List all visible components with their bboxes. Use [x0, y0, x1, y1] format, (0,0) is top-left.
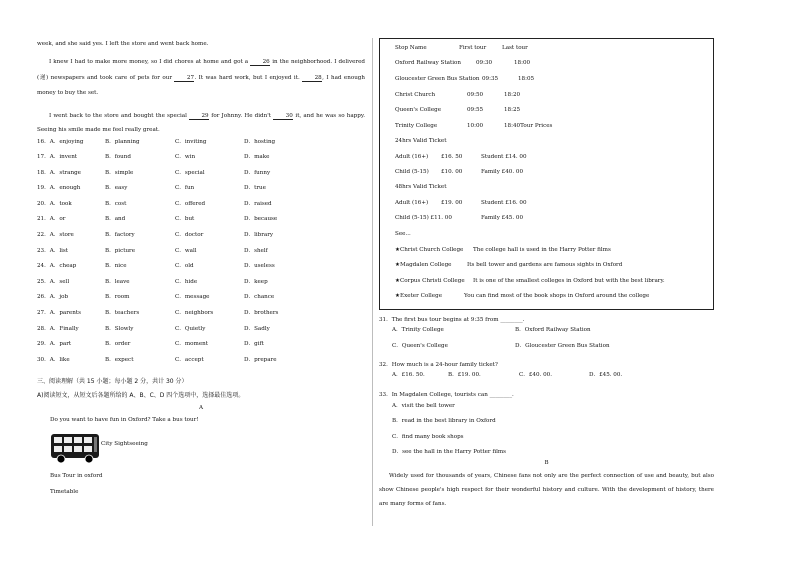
option-c: C．win	[175, 154, 196, 161]
cell: 09:55	[467, 107, 484, 113]
passage-b-paragraph: Widely used for thousands of years, Chinese fans not only are the perfect connection of use and beauty, but also show Chinese people's high respect for their wonderful history and culture. With the development of history, there are many forms of fans.	[379, 473, 714, 508]
cell: Family £40. 00	[481, 169, 524, 175]
cell: First tour	[459, 45, 487, 51]
option-d: D．true	[244, 185, 266, 192]
option-b: B．expect	[105, 356, 134, 363]
cell: 24hrs Valid Ticket	[395, 138, 447, 144]
option-d: D．make	[244, 154, 270, 161]
option-row	[37, 140, 365, 156]
cell: ★Exeter College	[395, 293, 443, 299]
cell: Gloucester Green Bus Station	[395, 76, 480, 82]
option-a: 26．A．job	[37, 294, 69, 301]
option-c: C．wall	[175, 247, 197, 254]
option-row	[37, 327, 365, 343]
option-c: C．fun	[175, 185, 195, 192]
option-c: C．£40. 00.	[519, 372, 553, 378]
cell: 18:00	[514, 60, 531, 66]
question-32-options	[379, 369, 714, 385]
cell: Child (5-15)	[395, 169, 429, 175]
column-divider	[372, 38, 373, 526]
cell: Last tour	[502, 45, 528, 51]
option-a: 17．A．invent	[37, 154, 78, 161]
question-33: 33．In Magdalen College, tourists can ________.	[379, 391, 514, 398]
blank-26: 26	[250, 59, 270, 66]
option-b: B．nice	[105, 263, 127, 270]
cell: 18:05	[518, 76, 535, 82]
option-d: D．funny	[244, 169, 271, 176]
text-segment: for Johnny. He didn't	[211, 112, 272, 119]
option-c: C．doctor	[175, 232, 204, 239]
text-segment: . It was hard work, but I enjoyed it.	[194, 74, 300, 81]
option-row	[37, 249, 365, 265]
cell: Its bell tower and gardens are famous sights in Oxford	[467, 262, 623, 268]
option-c: C．but	[175, 216, 195, 223]
passage-letter: B	[544, 459, 549, 466]
option-row	[37, 264, 365, 280]
option-b: B．easy	[105, 185, 128, 192]
option-c: C．moment	[175, 341, 209, 348]
option-b: B．found	[105, 154, 131, 161]
question-31-options-row-1	[379, 324, 714, 340]
option-b: B．room	[105, 294, 130, 301]
option-a: A．visit the bell tower	[392, 402, 455, 409]
text-segment: I knew I had to make more money, so I did chores at home and got a	[49, 59, 249, 65]
option-d: D．gift	[244, 341, 264, 348]
cell: See...	[395, 231, 411, 237]
option-b: B．£19. 00.	[448, 372, 481, 378]
option-b: B．Oxford Railway Station	[515, 327, 591, 333]
cell: 09:30	[476, 60, 493, 66]
option-c: C．find many book shops	[392, 433, 464, 440]
cell: ★Corpus Christi College	[395, 278, 465, 284]
option-a: A．Trinity College	[392, 327, 444, 333]
cell: Queen's College	[395, 107, 442, 113]
option-row	[37, 311, 365, 327]
option-d: D．useless	[244, 263, 275, 270]
blank-28: 28	[302, 75, 322, 82]
option-b: B．teachers	[105, 310, 140, 317]
option-b: B．Slowly	[105, 325, 134, 332]
cell: Child (5-15) £11. 00	[395, 215, 452, 221]
cell: Adult (16+)	[395, 200, 429, 206]
bus-banner	[37, 432, 365, 468]
passage-paragraph-1: week, and she said yes. I left the store and went back home.	[37, 41, 209, 47]
cell: Stop Name	[395, 45, 427, 51]
cell: Family £45. 00	[481, 215, 524, 221]
option-d: D．see the hall in the Harry Potter films	[392, 449, 507, 455]
blank-30: 30	[273, 113, 293, 120]
option-a: 20．A．took	[37, 200, 72, 207]
cell: Adult (16+)	[395, 154, 429, 160]
passage-letter: A	[198, 405, 204, 412]
option-a: 30．A．like	[37, 356, 70, 363]
double-decker-bus-icon	[49, 432, 101, 464]
option-c: C．Queen's College	[392, 342, 448, 349]
option-a: A．£16. 50.	[392, 372, 425, 378]
option-c: C．Quietly	[175, 325, 206, 332]
passage-paragraph-2	[37, 55, 365, 102]
cell: Oxford Railway Station	[395, 60, 461, 66]
cell: It is one of the smallest colleges in Oxford but with the best library.	[473, 278, 665, 284]
option-row	[37, 186, 365, 202]
option-b: B．read in the best library in Oxford	[392, 418, 496, 424]
option-b: B．picture	[105, 247, 136, 254]
option-d: D．Sadly	[244, 325, 270, 332]
cell: You can find most of the book shops in Oxford around the college	[464, 293, 650, 299]
cell: ★Christ Church College	[395, 247, 464, 253]
cell: 18:25	[504, 107, 521, 113]
cell: Christ Church	[395, 92, 436, 98]
blank-29: 29	[189, 113, 209, 120]
option-c: C．message	[175, 294, 210, 301]
cell: 10:00	[467, 123, 484, 129]
text-segment: in the neighborhood. I delivered (递) newspapers and took care of pets for our	[37, 59, 365, 81]
cell: £19. 00	[441, 200, 463, 206]
option-d: D．hosting	[244, 138, 276, 145]
option-d: D．library	[244, 232, 274, 239]
passage-intro: Do you want to have fun in Oxford? Take a bus tour!	[50, 417, 199, 423]
option-a: 18．A．strange	[37, 169, 81, 176]
cell: £16. 50	[441, 154, 463, 160]
option-row	[37, 295, 365, 311]
option-c: C．special	[175, 169, 205, 176]
passage-paragraph-3	[37, 109, 365, 137]
option-d: D．brothers	[244, 310, 279, 317]
timetable-label: Timetable	[50, 489, 79, 496]
option-d: D．raised	[244, 200, 272, 207]
option-c: C．hide	[175, 278, 198, 285]
cell: Trinity College	[395, 123, 438, 129]
cell: The college hall is used in the Harry Potter films	[473, 247, 611, 253]
right-column	[379, 38, 714, 511]
question-31-options-row-2	[379, 340, 714, 356]
bus-banner-label: City Sightseeing	[101, 440, 148, 447]
option-a: 28．A．Finally	[37, 325, 79, 332]
cell: 18:40Tour Prices	[504, 123, 553, 129]
bus-tour-subtitle: Bus Tour in oxford	[50, 472, 103, 479]
left-column	[37, 40, 365, 496]
cell: 18:20	[504, 92, 521, 98]
option-c: C．neighbors	[175, 310, 214, 317]
option-a: 19．A．enough	[37, 185, 81, 192]
cell: Student £14. 00	[481, 154, 527, 160]
option-b: B．planning	[105, 138, 140, 145]
text-segment: I went back to the store and bought the special	[49, 112, 187, 119]
blank-27: 27	[174, 75, 194, 82]
option-row	[37, 358, 365, 374]
option-c: C．offered	[175, 200, 206, 207]
option-b: B．order	[105, 341, 131, 348]
cloze-options	[37, 140, 365, 374]
cell: 09:50	[467, 92, 484, 98]
option-row	[37, 280, 365, 296]
section-title: 三、阅读理解（共 15 小题；每小题 2 分，共计 30 分）	[37, 378, 188, 386]
option-d: D．Gloucester Green Bus Station	[515, 342, 610, 349]
option-d: D．shelf	[244, 247, 268, 254]
option-a: 16．A．enjoying	[37, 138, 84, 145]
cell: ★Magdalen College	[395, 262, 452, 268]
option-c: C．accept	[175, 356, 204, 363]
option-a: 25．A．sell	[37, 278, 70, 285]
option-a: 22．A．store	[37, 232, 74, 239]
option-row	[37, 202, 365, 218]
option-a: 29．A．part	[37, 341, 72, 348]
option-row	[37, 233, 365, 249]
option-c: C．old	[175, 263, 194, 270]
option-row	[37, 342, 365, 358]
option-d: D．keep	[244, 278, 268, 285]
option-c: C．inviting	[175, 138, 207, 145]
section-instruction: A)阅读短文，从短文后各题所给的 A、B、C、D 四个选项中，选择最佳选项。	[37, 392, 245, 400]
option-row	[37, 155, 365, 171]
option-row	[37, 217, 365, 233]
question-31: 31．The first bus tour begins at 9:35 from ________.	[379, 317, 525, 323]
option-d: D．£45. 00.	[589, 372, 623, 378]
cell: £10. 00	[441, 169, 463, 175]
cell: 09:35	[482, 76, 499, 82]
option-b: B．simple	[105, 169, 134, 176]
option-row	[37, 171, 365, 187]
cell: 48hrs Valid Ticket	[395, 184, 447, 190]
option-d: D．chance	[244, 294, 275, 301]
option-d: D．prepare	[244, 356, 277, 363]
question-32: 32．How much is a 24-hour family ticket?	[379, 362, 498, 368]
option-b: B．factory	[105, 232, 135, 239]
option-a: 27．A．parents	[37, 310, 81, 317]
option-b: B．leave	[105, 278, 130, 285]
timetable-box	[379, 38, 714, 310]
option-b: B．and	[105, 216, 126, 223]
text-segment: , I had enough money to buy the set.	[37, 74, 365, 96]
option-d: D．because	[244, 216, 278, 223]
option-a: 23．A．list	[37, 247, 69, 254]
option-b: B．cost	[105, 200, 127, 207]
cell: Student £16. 00	[481, 200, 527, 206]
option-a: 24．A．cheap	[37, 263, 77, 270]
text-segment: it, and he was so happy. Seeing his smile made me feel really great.	[37, 112, 366, 133]
option-a: 21．A．or	[37, 216, 66, 223]
